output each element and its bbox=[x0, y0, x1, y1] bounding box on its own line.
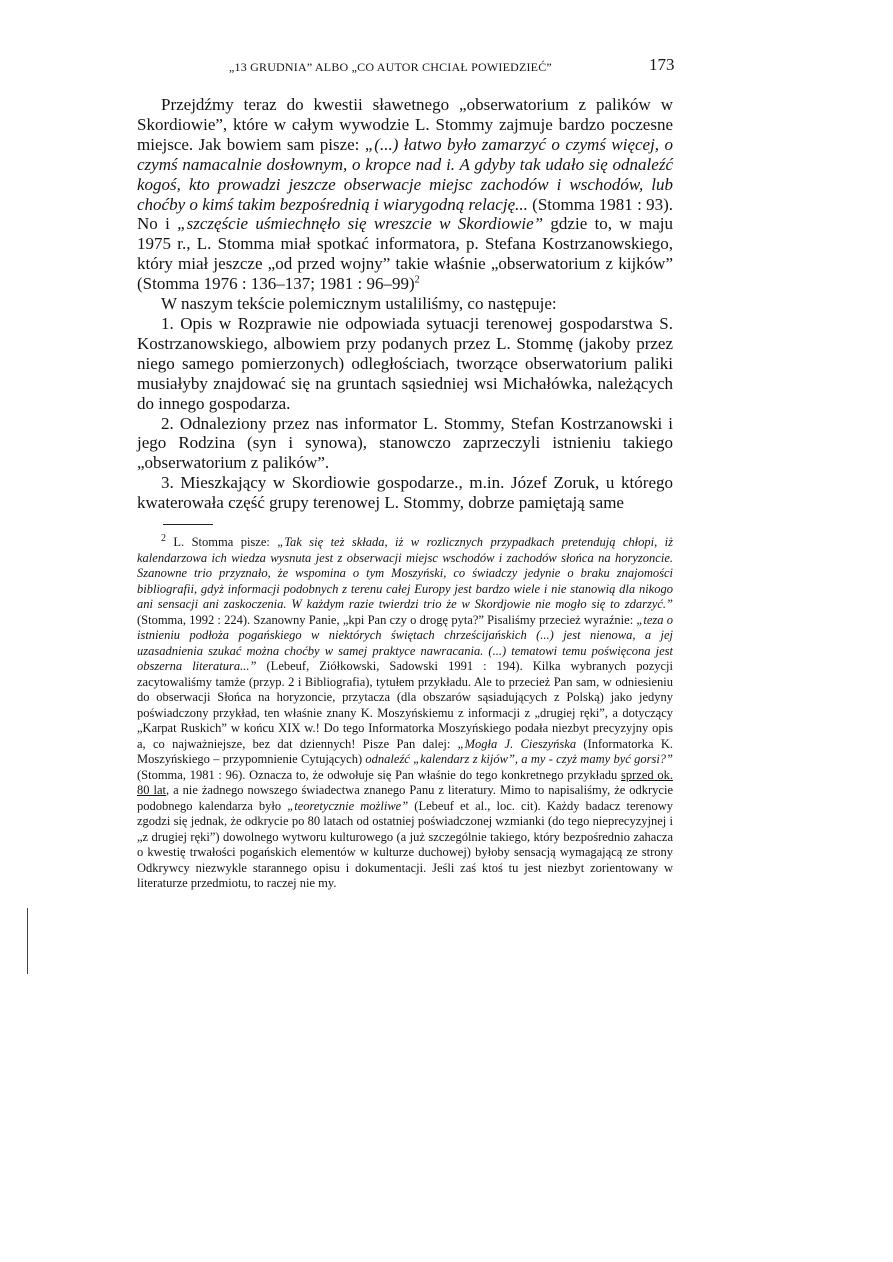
footnote-divider bbox=[163, 524, 213, 525]
paragraph: W naszym tekście polemicznym ustaliliśmy, co następuje: bbox=[161, 294, 557, 314]
paragraph: Przejdźmy teraz do kwestii sławetnego „obserwatorium z palików w Skordiowie”, które w całym wywodzie L. Stommy zajmuje bardzo poczesne miejsce. Jak bowiem sam pisze: „(...) łatwo było zamarzyć o czymś więcej, o czymś namacalnie dosłownym, o kropce nad i. A gdyby tak udało się odnaleźć kogoś, kto prowadzi jeszcze obserwacje miejsc zachodów i wschodów, lub choćby o kimś takim bezpośrednią i wiarygodną relację... (Stomma 1981 : 93). No i „szczęście uśmiechnęło się wreszcie w Skordiowie” gdzie to, w maju 1975 r., L. Stomma miał spotkać informatora, p. Stefana Kostrzanowskiego, który miał jeszcze „od przed wojny” takie właśnie „obserwatorium z kijków” (Stomma 1976 : 136–137; 1981 : 96–99)$^2$ bbox=[137, 95, 673, 294]
underlined-text: sprzed ok. 80 lat bbox=[137, 767, 673, 797]
paragraph: 2. Odnaleziony przez nas informator L. Stommy, Stefan Kostrzanowski i jego Rodzina (syn i synowa), stanowczo zaprzeczyli istnieniu takiego „obserwatorium z palików”. bbox=[137, 413, 673, 473]
page-number: 173 bbox=[649, 55, 675, 74]
paragraph: 3. Mieszkający w Skordiowie gospodarze., m.in. Józef Zoruk, u którego kwaterowała część grupy terenowej L. Stommy, dobrze pamiętają same bbox=[137, 473, 673, 513]
scan-margin-line bbox=[27, 908, 28, 974]
quote: „(...) łatwo było zamarzyć o czymś więcej, o czymś namacalnie dosłownym, o kropce nad i. A gdyby tak udało się odnaleźć kogoś, kto prowadzi jeszcze obserwacje miejsc zachodów i wschodów, lub choćby o kimś takim bezpośrednią i wiarygodną relację... bbox=[137, 134, 673, 214]
footnote-marker: 2 bbox=[161, 532, 166, 544]
footnote-ref: 2 bbox=[414, 274, 420, 286]
main-text bbox=[137, 95, 673, 513]
paragraph: 1. Opis w Rozprawie nie odpowiada sytuacji terenowej gospodarstwa S. Kostrzanowskiego, albowiem przy podanych przez L. Stommę (jakoby przez niego samego pomierzonych) odległościach, tworzące obserwatorium paliki musiałyby znajdować się na gruntach sąsiedniej wsi Michałówka, należących do innego gospodarza. bbox=[137, 313, 673, 413]
footnote-paragraph: $^2$ L. Stomma pisze: „Tak się też składa, iż w rozlicznych przypadkach pretendują chłopi, iż kalendarzowa ich wiedza wysnuta jest z obserwacji miejsc wschodów i zachodów słońca na horyzoncie. Szanowne trio przyznało, że wspomina o tym Moszyński, co świadczy jedynie o braku znajomości bibliografii, gdyż informacji podobnych z terenu całej Europy jest bardzo wiele i nie stanowią dla nikogo ani sensacji ani zaskoczenia. W każdym razie twierdzi trio że w Skordjowie nie mogło się to zdarzyć.” (Stomma, 1992 : 224). Szanowny Panie, „kpi Pan czy o drogę pyta?” Pisaliśmy przecież wyraźnie: „teza o istnieniu podłoża pogańskiego w niektórych świętach chrześcijańskich (...) jest nienowa, a jej uzasadnienia szukać można choćby w samej praktyce nawracania. (...) tematowi temu poświęcona jest obszerna literatura...” (Lebeuf, Ziółkowski, Sadowski 1991 : 194). Kilka wybranych pozycji zacytowaliśmy tamże (przyp. 2 i Bibliografia), tytułem przykładu. Ale to przecież Pan sam, w odniesieniu do obserwacji Słońca na horyzoncie, przytacza (dla obszarów sąsiadujących z Polską) jako jedyny poświadczony przykład, ten właśnie znany K. Moszyńskiemu z informacji z „drugiej ręki”, a dotyczący „Karpat Ruskich” w końcu XIX w.! Do tego Informatorka Moszyńskiego podała niezbyt precyzyjny opis a, co najważniejsze, bez dat dziennych! Pisze Pan dalej: „Mogła J. Cieszyńska (Informatorka K. Moszyńskiego – przypomnienie Cytujących) odnaleźć „kalendarz z kijów”, a my - czyż mamy być gorsi?” (Stomma, 1981 : 96). Oznacza to, że odwołuje się Pan właśnie do tego konkretnego przykładu sprzed ok. 80 lat, a nie żadnego nowszego świadectwa znanego Panu z literatury. Mimo to napisaliśmy, że odkrycie podobnego kalendarza było „teoretycznie możliwe” (Lebeuf et al., loc. cit). Każdy badacz terenowy zgodzi się jednak, że odkrycie po 80 latach od ostatniej poświadczonej wzmianki (do tego nieprecyzyjnej i „z drugiej ręki”) dowolnego wytworu kulturowego (a już szczególnie takiego, który bezpośrednio zahacza o kwestię trwałości pogańskich elementów w kulturze duchowej) byłoby sensacją wymagającą ze strony Odkrywcy niezwykle starannego opisu i dokumentacji. Jeśli zaś ktoś tu jest niezbyt zorientowany w literaturze przedmiotu, to raczej nie my. bbox=[137, 532, 674, 890]
running-title: „13 GRUDNIA” ALBO „CO AUTOR CHCIAŁ POWIEDZIEĆ” bbox=[229, 60, 552, 74]
quote: „szczęście uśmiechnęło się wreszcie w Skordiowie” bbox=[177, 214, 544, 234]
footnote bbox=[137, 532, 674, 892]
